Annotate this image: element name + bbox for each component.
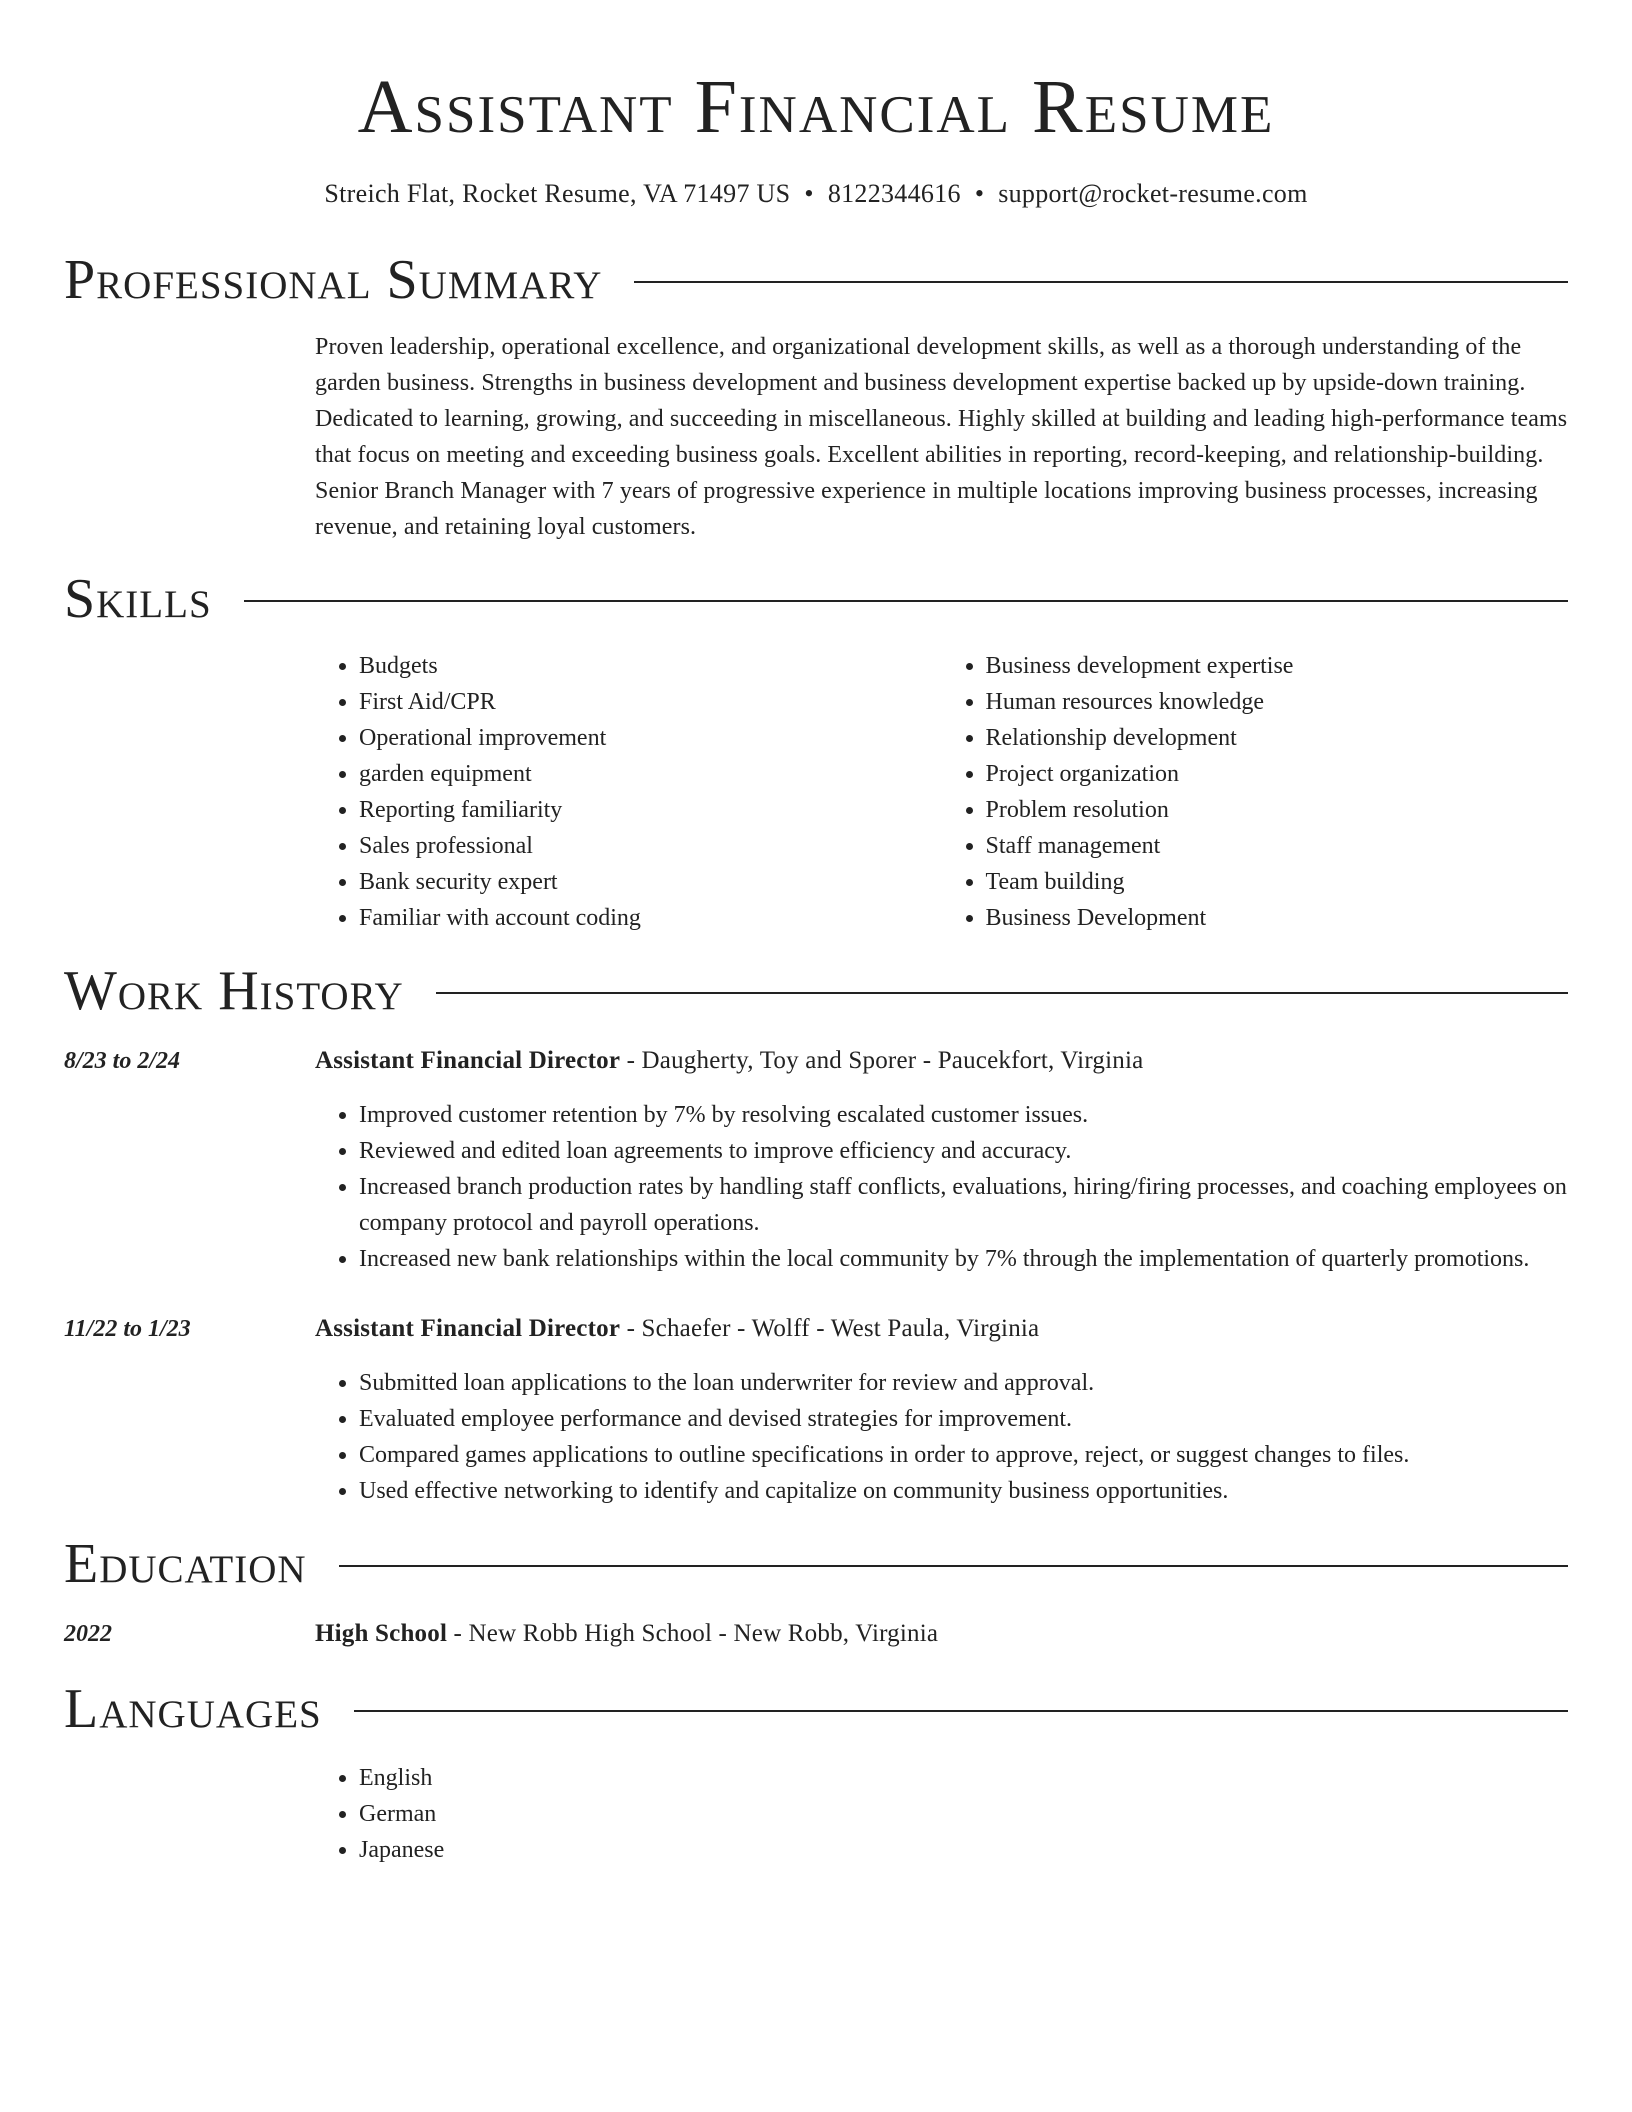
skills-heading: Skills <box>64 568 212 630</box>
contact-line <box>64 178 1568 210</box>
section-divider <box>634 281 1568 283</box>
job-bullet: • Increased branch production rates by handling staff conflicts, evaluations, hiring/firing processes, and coaching employees on company protocol and payroll operations. <box>359 1169 1568 1241</box>
contact-phone: 8122344616 <box>827 179 961 208</box>
job-bullet: • Submitted loan applications to the loan underwriter for review and approval. <box>359 1365 1568 1401</box>
work-section-header <box>64 956 1568 1026</box>
resume-page <box>64 0 1568 1868</box>
job-bullet: • Reviewed and edited loan agreements to improve efficiency and accuracy. <box>359 1133 1568 1169</box>
skill-item: • Team building <box>986 864 1569 900</box>
skills-column-left <box>315 648 942 936</box>
work-entry <box>64 1311 1568 1509</box>
education-section-header <box>64 1529 1568 1599</box>
education-heading: Education <box>64 1533 307 1595</box>
section-divider <box>354 1710 1568 1712</box>
job-details: - Daugherty, Toy and Sporer - Paucekfort, Virginia <box>620 1047 1144 1074</box>
job-bullets <box>315 1365 1568 1509</box>
skill-item: • Business development expertise <box>986 648 1569 684</box>
skill-item: • Problem resolution <box>986 792 1569 828</box>
section-divider <box>244 600 1568 602</box>
skills-column-right <box>942 648 1569 936</box>
skill-item: • Sales professional <box>359 828 942 864</box>
languages-list <box>315 1760 1568 1868</box>
job-bullet: • Increased new bank relationships within the local community by 7% through the implementation of quarterly promotions. <box>359 1241 1568 1277</box>
section-divider <box>339 1565 1568 1567</box>
job-bullet: • Used effective networking to identify and capitalize on community business opportunities. <box>359 1473 1568 1509</box>
skill-item: • Relationship development <box>986 720 1569 756</box>
skill-item: • Budgets <box>359 648 942 684</box>
language-item: • Japanese <box>359 1832 1568 1868</box>
work-entry <box>64 1043 1568 1277</box>
summary-section-header <box>64 245 1568 315</box>
summary-text: Proven leadership, operational excellence, and organizational development skills, as well as a thorough understanding of the garden business. Strengths in business development and business development expertise backed up by upside-down training. Dedicated to learning, growing, and succeeding in miscellaneous. Highly skilled at building and leading high-performance teams that focus on meeting and exceeding business goals. Excellent abilities in reporting, record-keeping, and relationship-building. Senior Branch Manager with 7 years of progressive experience in multiple locations improving business processes, increasing revenue, and retaining loyal customers. <box>315 334 1568 540</box>
job-bullet: • Evaluated employee performance and devised strategies for improvement. <box>359 1401 1568 1437</box>
work-entry-header <box>315 1043 1568 1079</box>
job-bullet: • Compared games applications to outline specifications in order to approve, reject, or suggest changes to files. <box>359 1437 1568 1473</box>
languages-section-header <box>64 1674 1568 1744</box>
section-divider <box>436 992 1568 994</box>
skill-item: • Staff management <box>986 828 1569 864</box>
skill-item: • Reporting familiarity <box>359 792 942 828</box>
contact-address: Streich Flat, Rocket Resume, VA 71497 US <box>324 179 791 208</box>
skills-list <box>315 648 1568 936</box>
skill-item: • Bank security expert <box>359 864 942 900</box>
work-entry-header <box>315 1311 1568 1347</box>
contact-separator: • <box>804 179 814 208</box>
contact-separator: • <box>974 179 985 208</box>
skill-item: • First Aid/CPR <box>359 684 942 720</box>
skill-item: • Business Development <box>986 900 1569 936</box>
resume-title: Assistant Financial Resume <box>357 65 1275 149</box>
job-bullet: • Improved customer retention by 7% by resolving escalated customer issues. <box>359 1097 1568 1133</box>
languages-heading: Languages <box>64 1678 322 1740</box>
education-details: - New Robb High School - New Robb, Virginia <box>447 1620 939 1647</box>
education-entry-header <box>315 1616 1568 1652</box>
contact-email[interactable]: support@rocket-resume.com <box>998 179 1308 208</box>
work-date: 11/22 to 1/23 <box>64 1316 191 1342</box>
skill-item: • Project organization <box>986 756 1569 792</box>
education-date: 2022 <box>64 1621 112 1647</box>
education-entry-body <box>315 1616 1568 1652</box>
job-details: - Schaefer - Wolff - West Paula, Virginia <box>620 1315 1040 1342</box>
degree: High School <box>315 1620 448 1647</box>
skills-section-header <box>64 564 1568 634</box>
languages-bullets <box>315 1760 1568 1868</box>
skill-item: • Human resources knowledge <box>986 684 1569 720</box>
job-bullets <box>315 1097 1568 1277</box>
work-entry-body <box>315 1043 1568 1277</box>
work-heading: Work History <box>64 960 404 1022</box>
language-item: • English <box>359 1760 1568 1796</box>
work-date: 8/23 to 2/24 <box>64 1048 181 1074</box>
skill-item: • garden equipment <box>359 756 942 792</box>
skill-item: • Familiar with account coding <box>359 900 942 936</box>
summary-heading: Professional Summary <box>64 249 603 311</box>
skill-item: • Operational improvement <box>359 720 942 756</box>
language-item: • German <box>359 1796 1568 1832</box>
job-title: Assistant Financial Director <box>315 1047 621 1074</box>
job-title: Assistant Financial Director <box>315 1315 621 1342</box>
education-entry <box>64 1616 1568 1652</box>
work-entry-body <box>315 1311 1568 1509</box>
